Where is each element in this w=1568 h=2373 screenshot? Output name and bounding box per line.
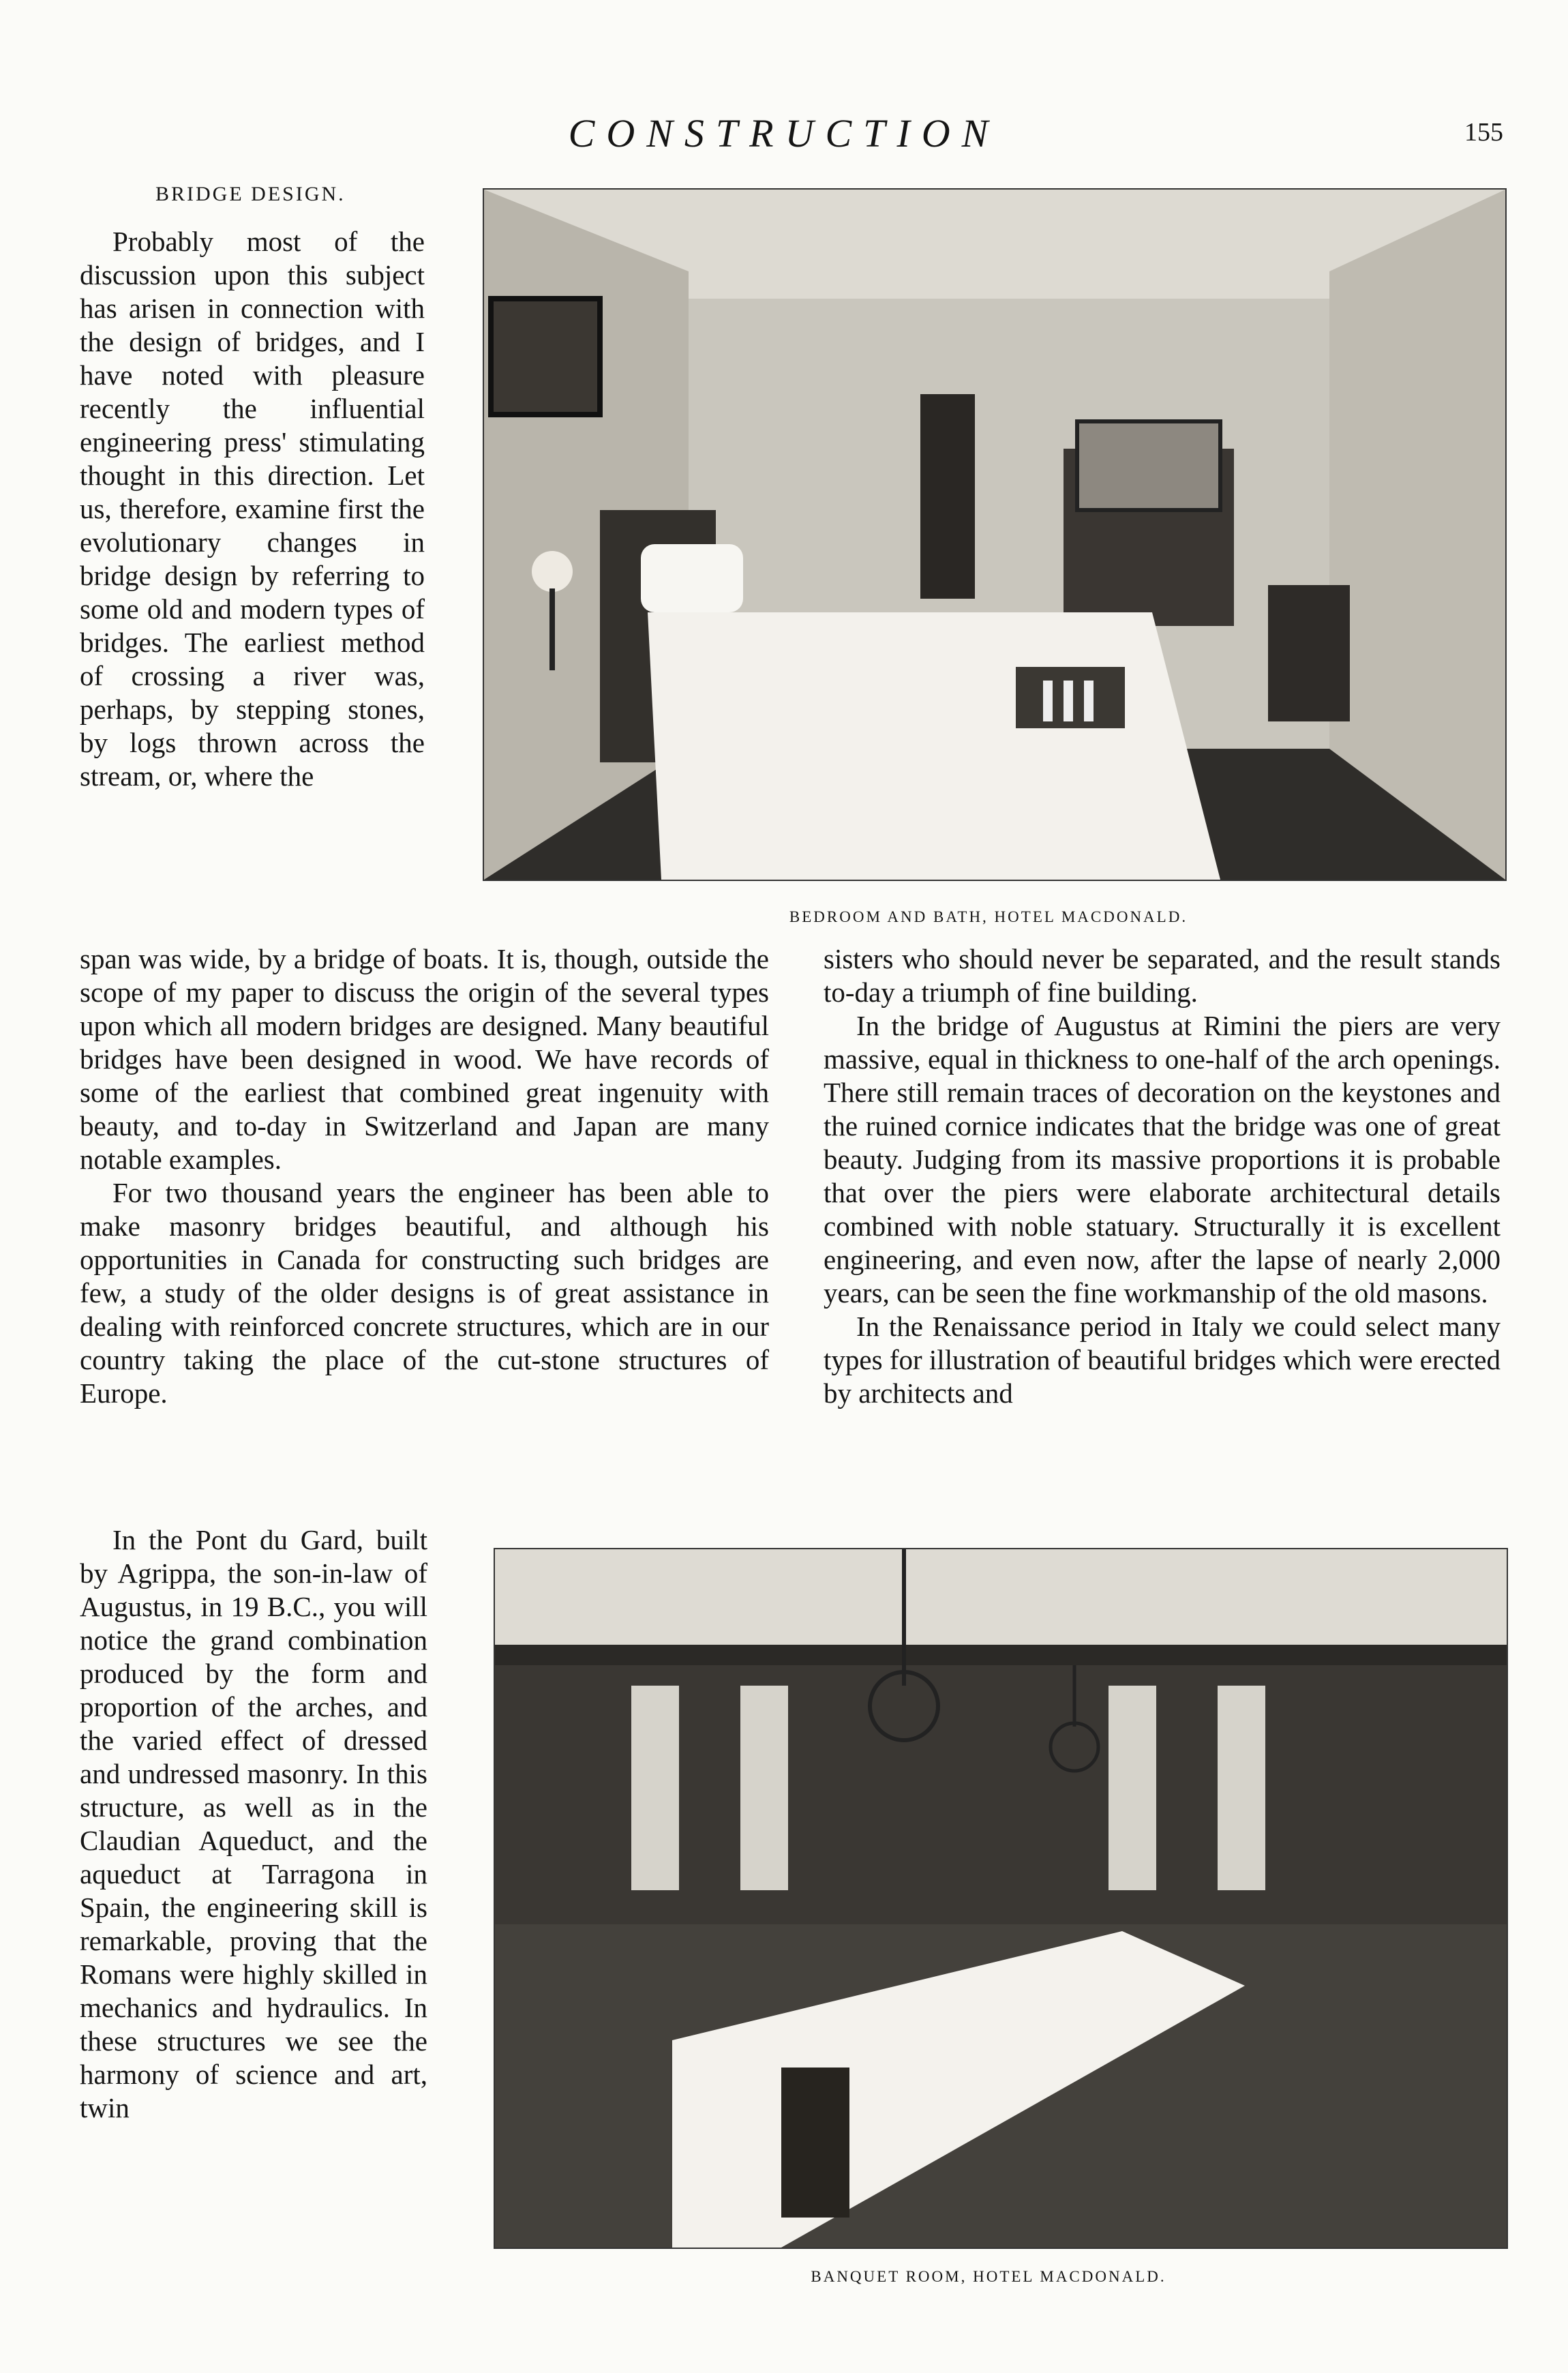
paragraph-2: For two thousand years the engineer has been able to make masonry bridges beautiful, and although his opportunities in Canada for constructing such bridges are few, a study of the older designs is of great assistance in dealing with reinforced concrete structures, which are in our country taking the place of the cut-stone structures of Europe. (80, 1177, 769, 1409)
page-number: 155 (1464, 118, 1503, 147)
paragraph-3: In the Pont du Gard, built by Agrippa, the son-in-law of Augustus, in 19 B.C., you will notice the grand combination produced by the form and proportion of the arches, and the varied effect of dressed and undressed masonry. In this structure, as well as in the Claudian Aqueduct, and the aqueduct at Tarragona in Spain, the engineering skill is remarkable, proving that the Romans were highly skilled in mechanics and hydraulics. In these structures we see the harmony of science and art, twin (80, 1524, 427, 2123)
right-column (824, 942, 1501, 1410)
banquet-photo (494, 1548, 1508, 2249)
left-column-middle (80, 942, 769, 1410)
bedroom-illustration (484, 190, 1505, 880)
paragraph-1-start: Probably most of the discussion upon this subject has arisen in connection with the design of bridges, and I have noted with pleasure recently the influential engineering press' stimulating thought in this direction. Let us, therefore, examine first the evolutionary changes in bridge design by referring to some old and modern types of bridges. The earliest method of crossing a river was, perhaps, by stepping stones, by logs thrown across the stream, or, where the (80, 226, 425, 792)
bedroom-photo-caption: BEDROOM AND BATH, HOTEL MACDONALD. (789, 908, 1188, 925)
left-column-bottom (80, 1523, 427, 2125)
paragraph-1-continued: span was wide, by a bridge of boats. It is, though, outside the scope of my paper to discuss the origin of the several types upon which all modern bridges are designed. Many beautiful bridges have been designed in wood. We have records of some of the earliest that combined great ingenuity with beauty, and to-day in Switzerland and Japan are many notable examples. (80, 943, 769, 1175)
banquet-illustration (495, 1549, 1507, 2248)
section-heading: BRIDGE DESIGN. (155, 183, 346, 205)
running-header-title: CONSTRUCTION (568, 111, 1000, 155)
paragraph-4: In the bridge of Augustus at Rimini the piers are very massive, equal in thickness to one-half of the arch openings. There still remain traces of decoration on the keystones and the ruined cornice indicates that the bridge was one of great beauty. Judging from its massive proportions it is probable that over the piers were elaborate architectural details combined with noble statuary. Structurally it is excellent engineering, and even now, after the lapse of nearly 2,000 years, can be seen the fine workmanship of the old masons. (824, 1010, 1501, 1309)
bedroom-photo (483, 188, 1507, 881)
paragraph-5: In the Renaissance period in Italy we could select many types for illustration of beautiful bridges which were erected by architects and (824, 1311, 1501, 1409)
paragraph-3-continued: sisters who should never be separated, and the result stands to-day a triumph of fine building. (824, 943, 1501, 1008)
left-column-top (80, 225, 425, 793)
banquet-photo-caption: BANQUET ROOM, HOTEL MACDONALD. (811, 2268, 1166, 2285)
